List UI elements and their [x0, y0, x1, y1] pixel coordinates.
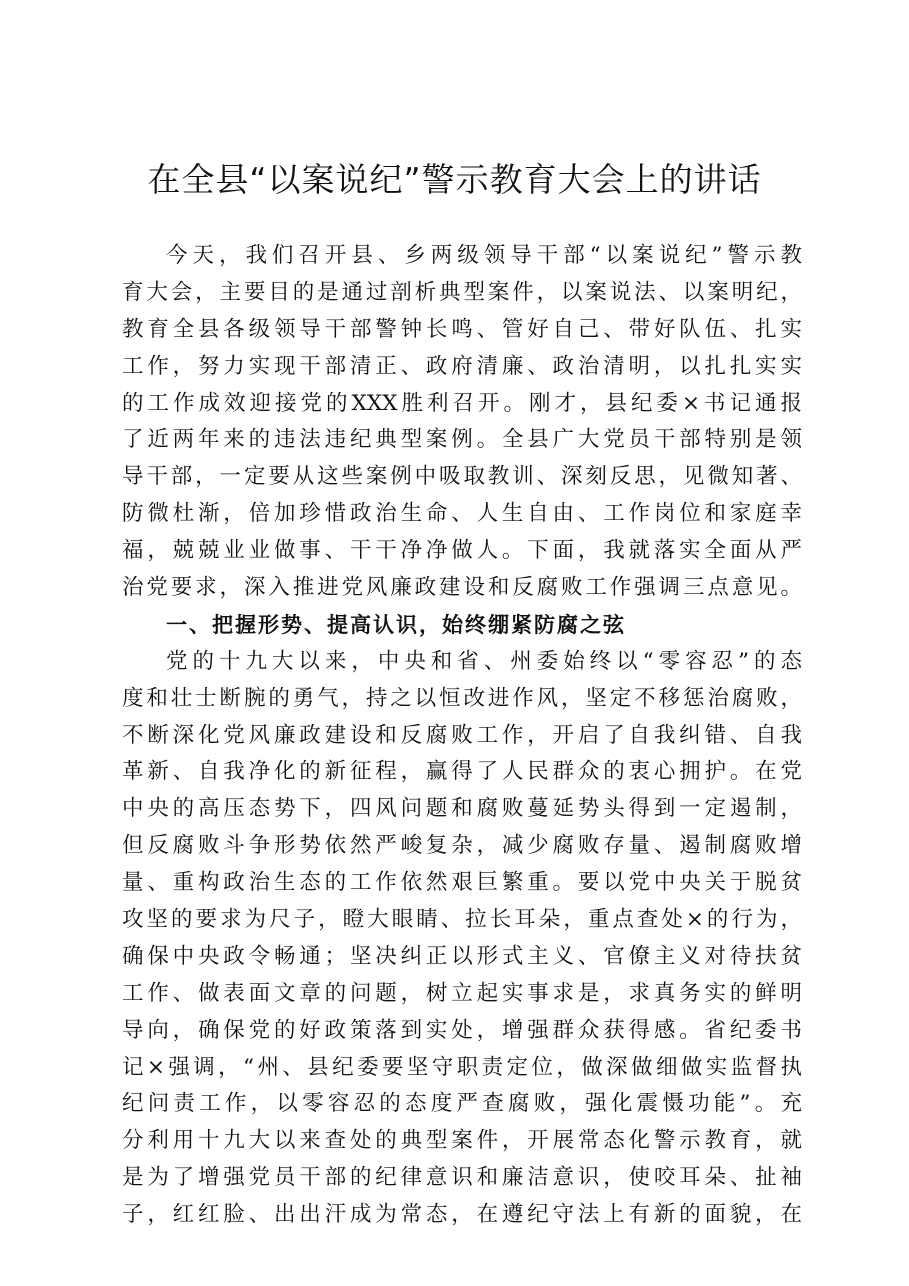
paragraph-line: 导向，确保党的好政策落到实处，增强群众获得感。省纪委书 [122, 1017, 802, 1043]
paragraph-line: 工作、做表面文章的问题，树立起实事求是，求真务实的鲜明 [122, 980, 802, 1006]
paragraph-line: 纪问责工作，以零容忍的态度严查腐败，强化震慑功能”。充 [122, 1091, 802, 1117]
document-title: 在全县“以案说纪”警示教育大会上的讲话 [147, 160, 762, 199]
paragraph-line: 党的十九大以来，中央和省、州委始终以“零容忍”的态 [166, 648, 802, 674]
document-body [122, 238, 802, 1234]
paragraph-line: 革新、自我净化的新征程，赢得了人民群众的衷心拥护。在党 [122, 759, 802, 785]
paragraph-line: 子，红红脸、出出汗成为常态，在遵纪守法上有新的面貌，在 [122, 1202, 802, 1228]
paragraph-line: 度和壮士断腕的勇气，持之以恒改进作风，坚定不移惩治腐败， [122, 685, 802, 711]
paragraph-line: 的工作成效迎接党的XXX胜利召开。刚才，县纪委×书记通报 [122, 390, 802, 416]
paragraph-line: 育大会，主要目的是通过剖析典型案件，以案说法、以案明纪， [122, 279, 802, 305]
paragraph-line: 分利用十九大以来查处的典型案件，开展常态化警示教育，就 [122, 1128, 802, 1154]
section-heading: 一、把握形势、提高认识，始终绷紧防腐之弦 [166, 612, 626, 637]
paragraph-line: 福，兢兢业业做事、干干净净做人。下面，我就落实全面从严 [122, 538, 802, 564]
paragraph-line: 不断深化党风廉政建设和反腐败工作，开启了自我纠错、自我 [122, 722, 802, 748]
paragraph-line: 治党要求，深入推进党风廉政建设和反腐败工作强调三点意见。 [122, 575, 802, 601]
paragraph-line: 是为了增强党员干部的纪律意识和廉洁意识，使咬耳朵、扯袖 [122, 1165, 802, 1191]
paragraph-line: 工作，努力实现干部清正、政府清廉、政治清明，以扎扎实实 [122, 353, 802, 379]
paragraph-line: 导干部，一定要从这些案例中吸取教训、深刻反思，见微知著、 [122, 464, 802, 490]
paragraph-line: 教育全县各级领导干部警钟长鸣、管好自己、带好队伍、扎实 [122, 316, 802, 342]
paragraph-line: 中央的高压态势下，四风问题和腐败蔓延势头得到一定遏制， [122, 796, 802, 822]
paragraph-line: 今天，我们召开县、乡两级领导干部“以案说纪”警示教 [166, 243, 802, 268]
paragraph-line: 攻坚的要求为尺子，瞪大眼睛、拉长耳朵，重点查处×的行为， [122, 907, 802, 933]
paragraph-line: 了近两年来的违法违纪典型案例。全县广大党员干部特别是领 [122, 427, 802, 453]
paragraph-line: 但反腐败斗争形势依然严峻复杂，减少腐败存量、遏制腐败增 [122, 833, 802, 859]
paragraph-line: 确保中央政令畅通；坚决纠正以形式主义、官僚主义对待扶贫 [122, 943, 802, 969]
paragraph-line: 防微杜渐，倍加珍惜政治生命、人生自由、工作岗位和家庭幸 [122, 501, 802, 527]
paragraph-line: 记×强调，“州、县纪委要坚守职责定位，做深做细做实监督执 [122, 1054, 802, 1080]
paragraph-line: 量、重构政治生态的工作依然艰巨繁重。要以党中央关于脱贫 [122, 870, 802, 896]
